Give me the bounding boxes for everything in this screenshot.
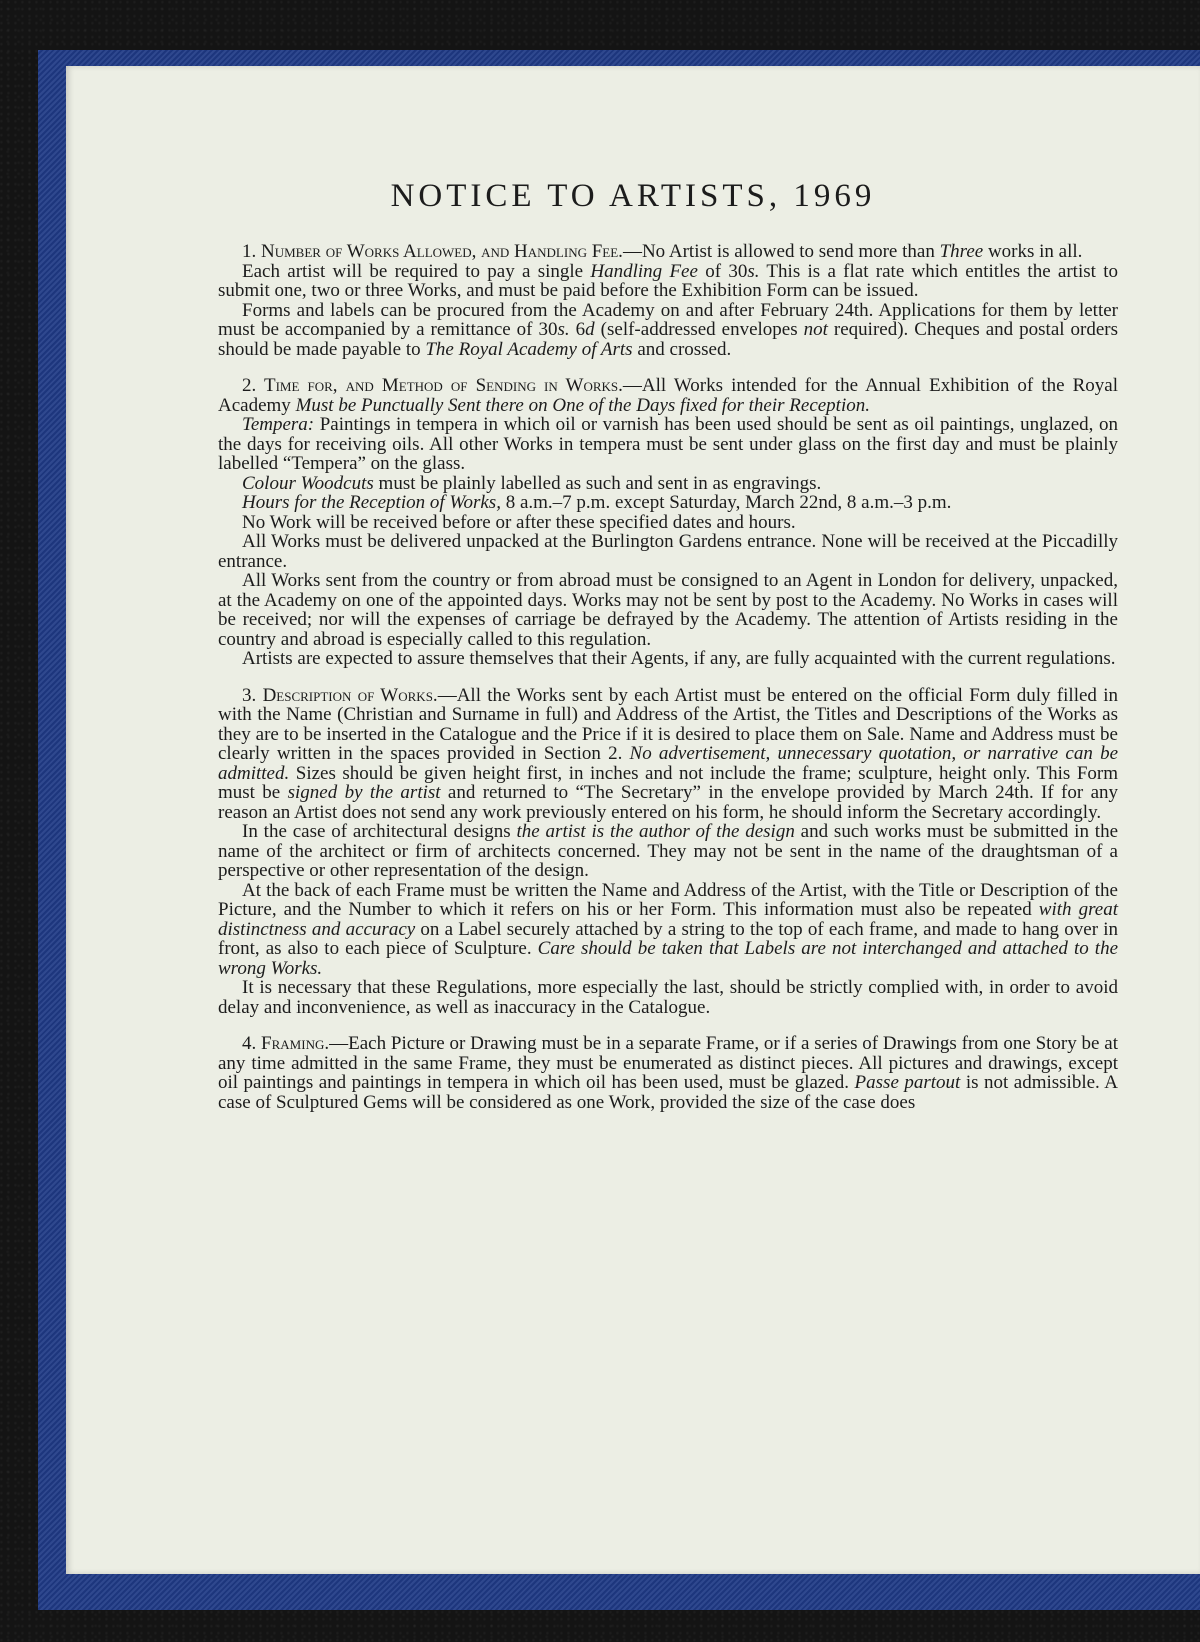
section-heading: 4. Framing. — [242, 1033, 330, 1054]
page-title: NOTICE TO ARTISTS, 1969 — [390, 178, 876, 214]
paragraph: Each artist will be required to pay a single Handling Fee of 30s. This is a flat rate which entitles the artist to submit one, two or three Works, and must be paid before the Exhibition Form can be issued. — [218, 260, 1118, 301]
paragraph: It is necessary that these Regulations, more especially the last, should be strictly complied with, in order to avoid delay and inconvenience, as well as inaccuracy in the Catalogue. — [218, 977, 1118, 1018]
section-heading: 3. Description of Works. — [242, 684, 438, 706]
paragraph: 4. Framing.—Each Picture or Drawing must be in a separate Frame, or if a series of Drawings from one Story be at any time admitted in the same Frame, they must be enumerated as distinct pieces. All pictures and drawings, except oil paintings and paintings in tempera in which oil has been used, must be glazed. Passe partout is not admissible. A case of Sculptured Gems will be considered as one Work, provided the size of the case does — [218, 1033, 1119, 1113]
paragraph: Hours for the Reception of Works, 8 a.m.–7 p.m. except Saturday, March 22nd, 8 a.m.–3 p.m. — [242, 492, 952, 513]
paragraph: 2. Time for, and Method of Sending in Works.—All Works intended for the Annual Exhibition of the Royal Academy Must be Punctually Sent there on One of the Days fixed for their Reception. — [218, 375, 1118, 416]
notice-body — [218, 242, 1118, 1112]
paragraph: No Work will be received before or after these specified dates and hours. — [242, 511, 796, 533]
paragraph: Forms and labels can be procured from the Academy on and after February 24th. Applications for them by letter must be accompanied by a remittance of 30s. 6d (self-addressed envelopes not required). Cheques and postal orders should be made payable to The Royal Academy of Arts and crossed. — [218, 299, 1119, 360]
paragraph: 1. Number of Works Allowed, and Handling Fee.—No Artist is allowed to send more than Three works in all. — [242, 241, 1083, 262]
paragraph: All Works must be delivered unpacked at the Burlington Gardens entrance. None will be received at the Piccadilly entrance. — [218, 531, 1118, 572]
paragraph: At the back of each Frame must be written the Name and Address of the Artist, with the Title or Description of the Picture, and the Number to which it refers on his or her Form. This information must also be repeated with great distinctness and accuracy on a Label securely attached by a string to the top of each frame, and made to hang over in front, as also to each piece of Sculpture. Care should be taken that Labels are not interchanged and attached to the wrong Works. — [218, 879, 1119, 979]
section-heading: 2. Time for, and Method of Sending in Works. — [242, 375, 623, 396]
paragraph: All Works sent from the country or from abroad must be consigned to an Agent in London for delivery, unpacked, at the Academy on one of the appointed days. Works may not be sent by post to the Academy. No Works in cases will be received; nor will the expenses of carriage be defrayed by the Academy. The attention of Artists residing in the country and abroad is especially called to this regulation. — [218, 570, 1118, 650]
paragraph: Tempera: Paintings in tempera in which oil or varnish has been used should be sent as oil paintings, unglazed, on the days for receiving oils. All other Works in tempera must be sent under glass on the first day and must be plainly labelled “Tempera” on the glass. — [218, 414, 1118, 474]
document-page — [66, 66, 1200, 1574]
paragraph: Artists are expected to assure themselves that their Agents, if any, are fully acquainted with the current regulations. — [242, 648, 1116, 669]
paragraph: Colour Woodcuts must be plainly labelled as such and sent in as engravings. — [242, 472, 822, 494]
paragraph: In the case of architectural designs the artist is the author of the design and such works must be submitted in the name of the architect or firm of architects concerned. They may not be sent in the name of the draughtsman of a perspective or other representation of the design. — [218, 821, 1119, 881]
section-heading: 1. Number of Works Allowed, and Handling Fee. — [242, 241, 623, 262]
paragraph: 3. Description of Works.—All the Works sent by each Artist must be entered on the official Form duly filled in with the Name (Christian and Surname in full) and Address of the Artist, the Titles and Descriptions of the Works as they are to be inserted in the Catalogue and the Price if it is desired to place them on Sale. Name and Address must be clearly written in the spaces provided in Section 2. No advertisement, unnecessary quotation, or narrative can be admitted. Sizes should be given height first, in inches and not include the frame; sculpture, height only. This Form must be signed by the artist and returned to “The Secretary” in the envelope provided by March 24th. If for any reason an Artist does not send any work previously entered on his form, he should inform the Secretary accordingly. — [218, 684, 1118, 823]
